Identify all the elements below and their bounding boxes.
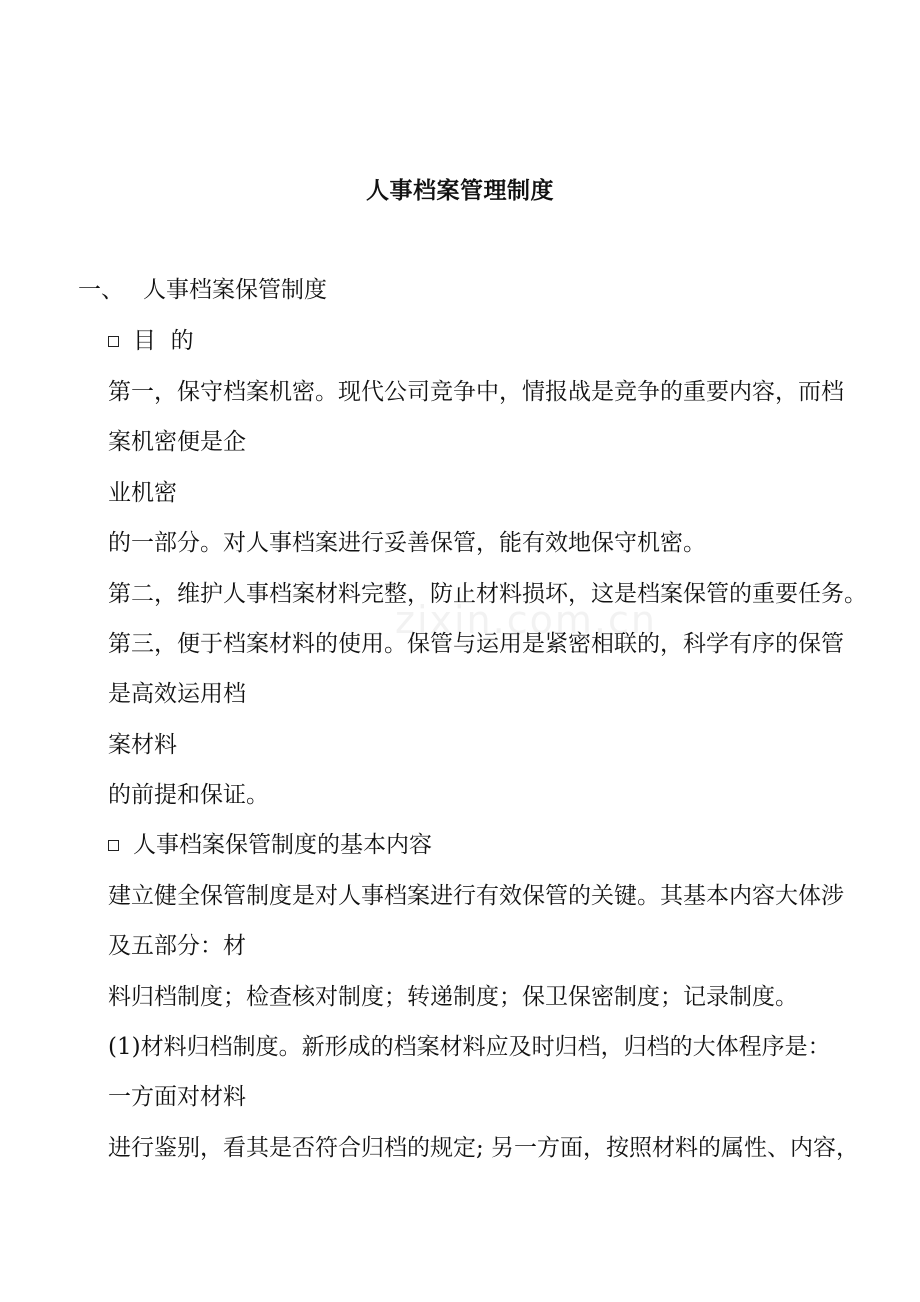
- section-title: 人事档案保管制度: [143, 277, 327, 303]
- document-title: 人事档案管理制度: [366, 178, 554, 204]
- paragraph-line: 进行鉴别，看其是否符合归档的规定; 另一方面，按照材料的属性、内容，: [108, 1135, 860, 1161]
- section-number: 一、: [78, 277, 124, 303]
- paragraph-line: 的前提和保证。: [108, 782, 269, 808]
- subheading-basic-content: [108, 830, 432, 860]
- paragraph-line: 建立健全保管制度是对人事档案进行有效保管的关键。其基本内容大体涉: [108, 883, 844, 909]
- paragraph-line: 案机密便是企: [108, 429, 246, 455]
- paragraph-line: 第二，维护人事档案材料完整，防止材料损坏，这是档案保管的重要任务。: [108, 581, 867, 607]
- paragraph-line: 的一部分。对人事档案进行妥善保管，能有效地保守机密。: [108, 530, 706, 556]
- watermark: zixin.com.cn: [395, 598, 657, 642]
- paragraph-line: 一方面对材料: [108, 1084, 246, 1110]
- paragraph-line: 第一，保守档案机密。现代公司竞争中，情报战是竞争的重要内容，而档: [108, 379, 844, 405]
- paragraph-line: (1)材料归档制度。新形成的档案材料应及时归档，归档的大体程序是：: [108, 1034, 831, 1060]
- paragraph-line: 案材料: [108, 732, 177, 758]
- paragraph-line: 是高效运用档: [108, 681, 246, 707]
- paragraph-line: 业机密: [108, 480, 177, 506]
- subheading-purpose: [108, 326, 194, 356]
- paragraph-line: 及五部分：材: [108, 933, 246, 959]
- checkbox-square-icon: [108, 840, 119, 851]
- paragraph-line: 第三，便于档案材料的使用。保管与运用是紧密相联的，科学有序的保管: [108, 631, 844, 657]
- checkbox-square-icon: [108, 336, 119, 347]
- subheading-label: 人事档案保管制度的基本内容: [133, 832, 432, 858]
- paragraph-line: 料归档制度；检查核对制度；转递制度；保卫保密制度；记录制度。: [108, 984, 798, 1010]
- subheading-label: 目 的: [133, 328, 194, 354]
